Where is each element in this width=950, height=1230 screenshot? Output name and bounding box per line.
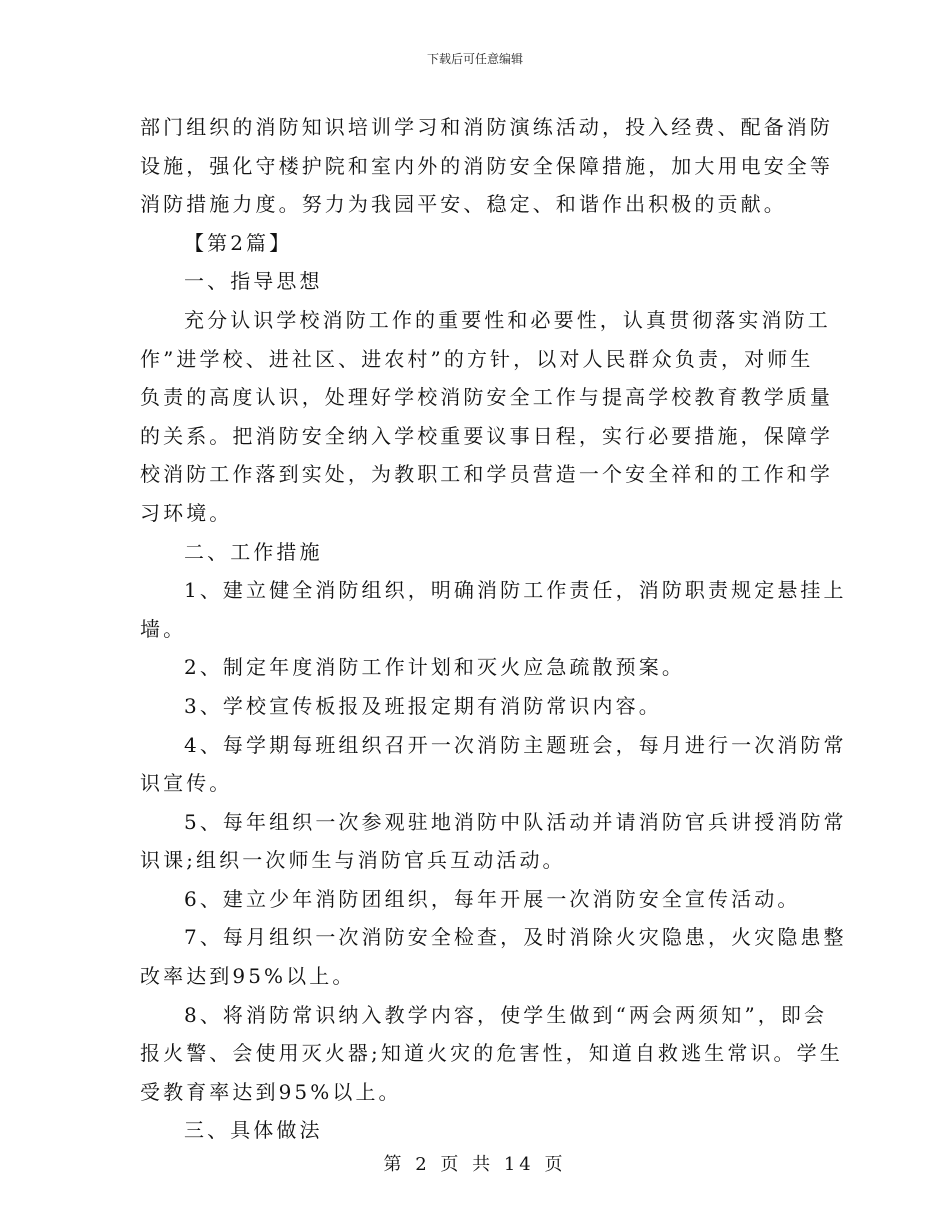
list-item-continuation: 报火警、会使用灭火器;知道火灾的危害性，知道自救逃生常识。学生 bbox=[140, 1041, 843, 1066]
list-item: 8、将消防常识纳入教学内容，使学生做到“两会两须知”，即会 bbox=[184, 1002, 828, 1027]
body-line: 负责的高度认识，处理好学校消防安全工作与提高学校教育教学质量 bbox=[140, 385, 833, 410]
heading-specific-practices: 三、具体做法 bbox=[184, 1118, 323, 1143]
body-line: 设施，强化守楼护院和室内外的消防安全保障措施，加大用电安全等 bbox=[140, 153, 833, 178]
document-body bbox=[140, 108, 847, 1150]
page-number: 第 2 页 共 14 页 bbox=[383, 1154, 567, 1175]
list-item-continuation: 识课;组织一次师生与消防官兵互动活动。 bbox=[140, 848, 566, 873]
list-item-continuation: 改率达到95%以上。 bbox=[140, 964, 356, 989]
list-item: 1、建立健全消防组织，明确消防工作责任，消防职责规定悬挂上 bbox=[184, 578, 847, 603]
heading-work-measures: 二、工作措施 bbox=[184, 539, 323, 564]
body-line: 部门组织的消防知识培训学习和消防演练活动，投入经费、配备消防 bbox=[140, 115, 833, 139]
list-item-continuation: 受教育率达到95%以上。 bbox=[140, 1079, 402, 1104]
body-line: 的关系。把消防安全纳入学校重要议事日程，实行必要措施，保障学 bbox=[140, 423, 833, 448]
body-line: 作”进学校、进社区、进农村”的方针，以对人民群众负责，对师生 bbox=[140, 346, 814, 371]
list-item: 7、每月组织一次消防安全检查，及时消除火灾隐患，火灾隐患整 bbox=[184, 925, 847, 950]
heading-guiding-ideology: 一、指导思想 bbox=[184, 269, 323, 294]
list-item: 5、每年组织一次参观驻地消防中队活动并请消防官兵讲授消防常 bbox=[184, 809, 847, 834]
list-item: 3、学校宣传板报及班报定期有消防常识内容。 bbox=[184, 693, 662, 718]
page-header: 下载后可任意编辑 bbox=[426, 52, 523, 66]
list-item-continuation: 识宣传。 bbox=[140, 771, 233, 796]
body-line: 习环境。 bbox=[140, 500, 233, 525]
list-item: 4、每学期每班组织召开一次消防主题班会，每月进行一次消防常 bbox=[184, 732, 847, 757]
list-item: 2、制定年度消防工作计划和灭火应急疏散预案。 bbox=[184, 655, 685, 680]
body-line: 校消防工作落到实处，为教职工和学员营造一个安全祥和的工作和学 bbox=[140, 462, 833, 487]
body-line: 消防措施力度。努力为我园平安、稳定、和谐作出积极的贡献。 bbox=[140, 192, 787, 217]
body-line: 充分认识学校消防工作的重要性和必要性，认真贯彻落实消防工 bbox=[184, 307, 831, 332]
section-title: 【第2篇】 bbox=[184, 230, 293, 255]
list-item-continuation: 墙。 bbox=[140, 616, 187, 641]
list-item: 6、建立少年消防团组织，每年开展一次消防安全宣传活动。 bbox=[184, 886, 801, 911]
